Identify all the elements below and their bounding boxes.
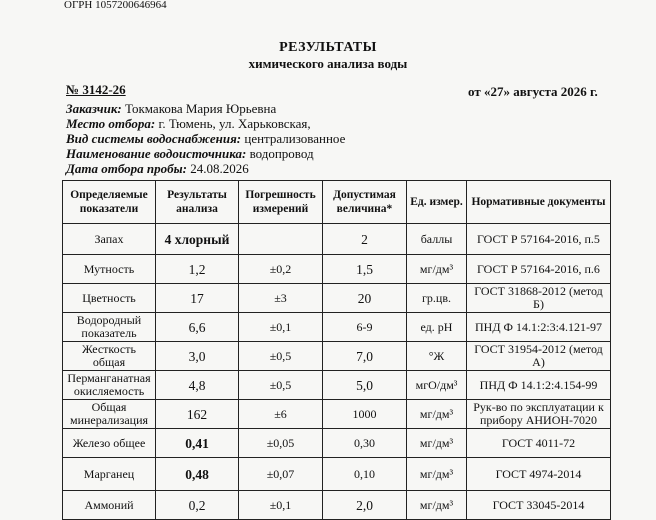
info-value: централизованное xyxy=(244,131,346,146)
info-value: водопровод xyxy=(249,146,314,161)
cell-parameter: Железо общее xyxy=(63,429,156,458)
cell-parameter: Мутность xyxy=(63,255,156,284)
cell-limit: 5,0 xyxy=(323,371,407,400)
table-row xyxy=(63,371,611,400)
cell-unit: мг/дм³ xyxy=(407,458,467,491)
cell-result: 1,2 xyxy=(156,255,239,284)
info-supply-system xyxy=(66,131,345,147)
cell-error: ±3 xyxy=(239,284,323,313)
table-row xyxy=(63,313,611,342)
info-label: Место отбора: xyxy=(66,116,156,131)
cell-limit: 2 xyxy=(323,224,407,255)
header-limit: Допустимая величина* xyxy=(323,181,407,224)
cell-unit: мг/дм³ xyxy=(407,400,467,429)
header-document: Нормативные документы xyxy=(467,181,611,224)
cell-result: 17 xyxy=(156,284,239,313)
info-sampling-place xyxy=(66,116,311,132)
cell-parameter: Общая минерализация xyxy=(63,400,156,429)
cell-result: 162 xyxy=(156,400,239,429)
header-error: Погрешность измерений xyxy=(239,181,323,224)
cell-unit: мг/дм³ xyxy=(407,255,467,284)
cell-error: ±0,1 xyxy=(239,313,323,342)
cell-result: 0,48 xyxy=(156,458,239,491)
cell-result: 4 хлорный xyxy=(156,224,239,255)
cell-document: ГОСТ 4011-72 xyxy=(467,429,611,458)
header-result: Результаты анализа xyxy=(156,181,239,224)
cell-result: 4,8 xyxy=(156,371,239,400)
cell-document: Рук-во по эксплуатации к прибору АНИОН-7020 xyxy=(467,400,611,429)
cell-limit: 0,30 xyxy=(323,429,407,458)
document-date: от «27» августа 2026 г. xyxy=(468,84,598,99)
cell-parameter: Жесткость общая xyxy=(63,342,156,371)
cell-limit: 1000 xyxy=(323,400,407,429)
document-subtitle: химического анализа воды xyxy=(248,56,408,71)
info-label: Вид системы водоснабжения: xyxy=(66,131,242,146)
info-sampling-date xyxy=(66,161,249,177)
table-row xyxy=(63,491,611,520)
cell-unit: гр.цв. xyxy=(407,284,467,313)
cell-document: ПНД Ф 14.1:2:4.154-99 xyxy=(467,371,611,400)
cell-result: 3,0 xyxy=(156,342,239,371)
cell-unit: мг/дм³ xyxy=(407,491,467,520)
cell-document: ГОСТ 4974-2014 xyxy=(467,458,611,491)
cell-parameter: Запах xyxy=(63,224,156,255)
info-label: Наименование водоисточника: xyxy=(66,146,247,161)
cell-parameter: Водородный показатель xyxy=(63,313,156,342)
table-row xyxy=(63,342,611,371)
cell-limit: 7,0 xyxy=(323,342,407,371)
results-table xyxy=(62,180,611,520)
cell-document: ГОСТ Р 57164-2016, п.5 xyxy=(467,224,611,255)
info-customer xyxy=(66,101,276,117)
cell-result: 0,2 xyxy=(156,491,239,520)
info-value: 24.08.2026 xyxy=(190,161,249,176)
header-parameter: Определяемые показатели xyxy=(63,181,156,224)
info-label: Дата отбора пробы: xyxy=(66,161,187,176)
document-title: РЕЗУЛЬТАТЫ xyxy=(279,40,377,55)
cell-document: ГОСТ 31954-2012 (метод А) xyxy=(467,342,611,371)
table-row xyxy=(63,458,611,491)
table-header-row xyxy=(63,181,611,224)
cell-parameter: Перманганатная окисляемость xyxy=(63,371,156,400)
cell-error: ±6 xyxy=(239,400,323,429)
cell-document: ГОСТ Р 57164-2016, п.6 xyxy=(467,255,611,284)
cell-parameter: Марганец xyxy=(63,458,156,491)
table-row xyxy=(63,284,611,313)
cell-unit: мг/дм³ xyxy=(407,429,467,458)
header-unit: Ед. измер. xyxy=(407,181,467,224)
table-row xyxy=(63,400,611,429)
cell-error: ±0,5 xyxy=(239,342,323,371)
cell-error: ±0,05 xyxy=(239,429,323,458)
cell-error: ±0,5 xyxy=(239,371,323,400)
cell-limit: 20 xyxy=(323,284,407,313)
cell-document: ПНД Ф 14.1:2:3:4.121-97 xyxy=(467,313,611,342)
cell-error: ±0,07 xyxy=(239,458,323,491)
cell-unit: мгО/дм³ xyxy=(407,371,467,400)
cell-parameter: Цветность xyxy=(63,284,156,313)
cell-error: ±0,2 xyxy=(239,255,323,284)
info-water-source xyxy=(66,146,314,162)
cell-unit: ед. pH xyxy=(407,313,467,342)
info-value: Токмакова Мария Юрьевна xyxy=(125,101,277,116)
cell-result: 6,6 xyxy=(156,313,239,342)
ogrn-number: ОГРН 1057200646964 xyxy=(64,0,167,11)
cell-limit: 0,10 xyxy=(323,458,407,491)
cell-document: ГОСТ 31868-2012 (метод Б) xyxy=(467,284,611,313)
table-row xyxy=(63,224,611,255)
cell-parameter: Аммоний xyxy=(63,491,156,520)
cell-unit: баллы xyxy=(407,224,467,255)
cell-error xyxy=(239,224,323,255)
table-row xyxy=(63,255,611,284)
cell-error: ±0,1 xyxy=(239,491,323,520)
info-label: Заказчик: xyxy=(66,101,122,116)
cell-limit: 6-9 xyxy=(323,313,407,342)
table-row xyxy=(63,429,611,458)
document-number: № 3142-26 xyxy=(66,82,126,97)
cell-limit: 2,0 xyxy=(323,491,407,520)
cell-limit: 1,5 xyxy=(323,255,407,284)
cell-result: 0,41 xyxy=(156,429,239,458)
cell-document: ГОСТ 33045-2014 xyxy=(467,491,611,520)
cell-unit: °Ж xyxy=(407,342,467,371)
info-value: г. Тюмень, ул. Харьковская, xyxy=(158,116,311,131)
